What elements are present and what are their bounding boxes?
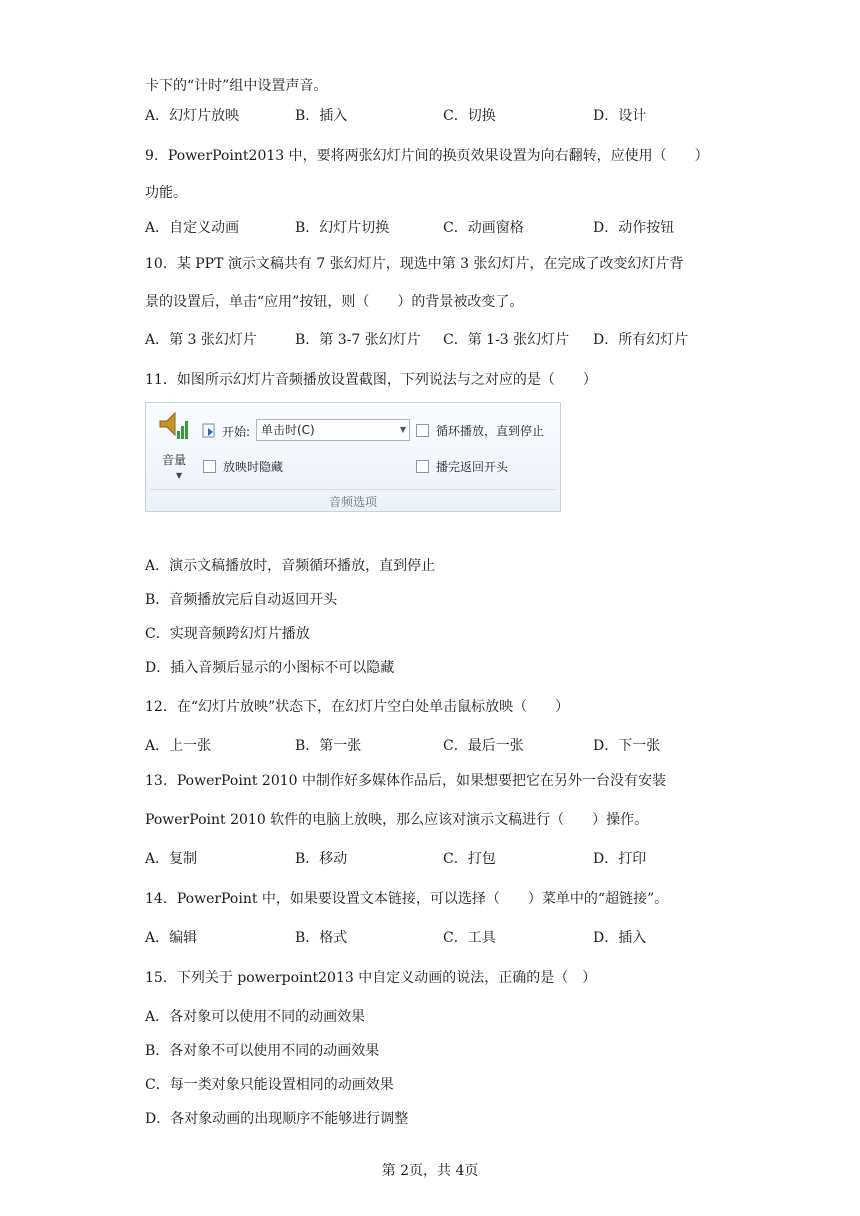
- start-select-value: 单击时(C): [261, 423, 315, 437]
- q13-option-a: A．复制: [145, 851, 198, 867]
- q9-option-c: C．动画窗格: [443, 220, 524, 236]
- q11-option-b: B．音频播放完后自动返回开头: [145, 592, 338, 608]
- q15-text: 15．下列关于 powerpoint2013 中自定义动画的说法，正确的是（ ）: [145, 970, 597, 986]
- q10-text-line2: 景的设置后，单击“应用”按钮，则（ ）的背景被改变了。: [145, 294, 524, 310]
- start-select[interactable]: [256, 419, 410, 441]
- rewind-label: 播完返回开头: [436, 459, 509, 474]
- checkbox-box: [416, 460, 429, 473]
- q10-option-c: C．第 1-3 张幻灯片: [443, 332, 570, 348]
- q15-option-b: B．各对象不可以使用不同的动画效果: [145, 1043, 380, 1059]
- q8-option-b: B．插入: [295, 108, 348, 124]
- volume-control: [154, 409, 194, 489]
- q10-option-a: A．第 3 张幻灯片: [145, 332, 257, 348]
- q11-option-d: D．插入音频后显示的小图标不可以隐藏: [145, 660, 395, 676]
- loop-label: 循环播放，直到停止: [436, 423, 545, 438]
- q8-option-d: D．设计: [593, 108, 647, 124]
- q8-text: 卡下的“计时”组中设置声音。: [145, 78, 328, 94]
- q10-option-b: B．第 3-7 张幻灯片: [295, 332, 421, 348]
- checkbox-box: [416, 424, 429, 437]
- q15-option-d: D．各对象动画的出现顺序不能够进行调整: [145, 1111, 409, 1127]
- audio-options-ribbon-image: [145, 402, 561, 512]
- q14-option-b: B．格式: [295, 930, 348, 946]
- q14-text: 14．PowerPoint 中，如果要设置文本链接，可以选择（ ）菜单中的“超链接”。: [145, 891, 669, 907]
- q13-text-line1: 13．PowerPoint 2010 中制作好多媒体作品后，如果想要把它在另外一台没有安装: [145, 773, 666, 789]
- q15-option-c: C．每一类对象只能设置相同的动画效果: [145, 1077, 394, 1093]
- volume-label: 音量: [162, 453, 187, 467]
- hide-during-show-label: 放映时隐藏: [223, 459, 284, 474]
- q13-text-line2: PowerPoint 2010 软件的电脑上放映，那么应该对演示文稿进行（ ）操作。: [145, 812, 649, 828]
- q14-option-a: A．编辑: [145, 930, 198, 946]
- volume-dropdown-arrow-icon: ▼: [176, 471, 183, 480]
- start-play-icon: [202, 423, 218, 439]
- q13-option-b: B．移动: [295, 851, 348, 867]
- q14-option-d: D．插入: [593, 930, 647, 946]
- q12-option-a: A．上一张: [145, 738, 212, 754]
- q10-text-line1: 10．某 PPT 演示文稿共有 7 张幻灯片，现选中第 3 张幻灯片，在完成了改变幻灯片背: [145, 256, 684, 272]
- q11-text: 11．如图所示幻灯片音频播放设置截图，下列说法与之对应的是（ ）: [145, 372, 597, 388]
- q9-option-d: D．动作按钮: [593, 220, 675, 236]
- page-footer: 第 2页，共 4页: [381, 1163, 479, 1179]
- q8-option-a: A．幻灯片放映: [145, 108, 240, 124]
- checkbox-box: [203, 460, 216, 473]
- rewind-after-playing-checkbox[interactable]: [416, 457, 508, 475]
- ribbon-group-title: 音频选项: [328, 495, 377, 509]
- q10-option-d: D．所有幻灯片: [593, 332, 689, 348]
- q12-option-d: D．下一张: [593, 738, 661, 754]
- q9-option-b: B．幻灯片切换: [295, 220, 390, 236]
- chevron-down-icon: ▼: [399, 425, 406, 434]
- start-label: 开始:: [222, 424, 251, 439]
- ribbon-divider: [150, 489, 556, 490]
- q11-option-a: A．演示文稿播放时，音频循环播放，直到停止: [145, 558, 436, 574]
- q15-option-a: A．各对象可以使用不同的动画效果: [145, 1009, 366, 1025]
- start-control: [202, 421, 250, 441]
- hide-during-show-checkbox[interactable]: [203, 457, 283, 475]
- q8-option-c: C．切换: [443, 108, 496, 124]
- q13-option-d: D．打印: [593, 851, 647, 867]
- q9-text-line1: 9．PowerPoint2013 中，要将两张幻灯片间的换页效果设置为向右翻转，应使用（ ）: [145, 148, 709, 164]
- q9-option-a: A．自定义动画: [145, 220, 240, 236]
- q12-option-b: B．第一张: [295, 738, 362, 754]
- q14-option-c: C．工具: [443, 930, 496, 946]
- q11-option-c: C．实现音频跨幻灯片播放: [145, 626, 310, 642]
- q13-option-c: C．打包: [443, 851, 496, 867]
- q12-text: 12．在“幻灯片放映”状态下，在幻灯片空白处单击鼠标放映（ ）: [145, 699, 570, 715]
- speaker-icon: [158, 409, 190, 445]
- q12-option-c: C．最后一张: [443, 738, 524, 754]
- q9-text-line2: 功能。: [145, 185, 187, 201]
- loop-until-stopped-checkbox[interactable]: [416, 421, 544, 439]
